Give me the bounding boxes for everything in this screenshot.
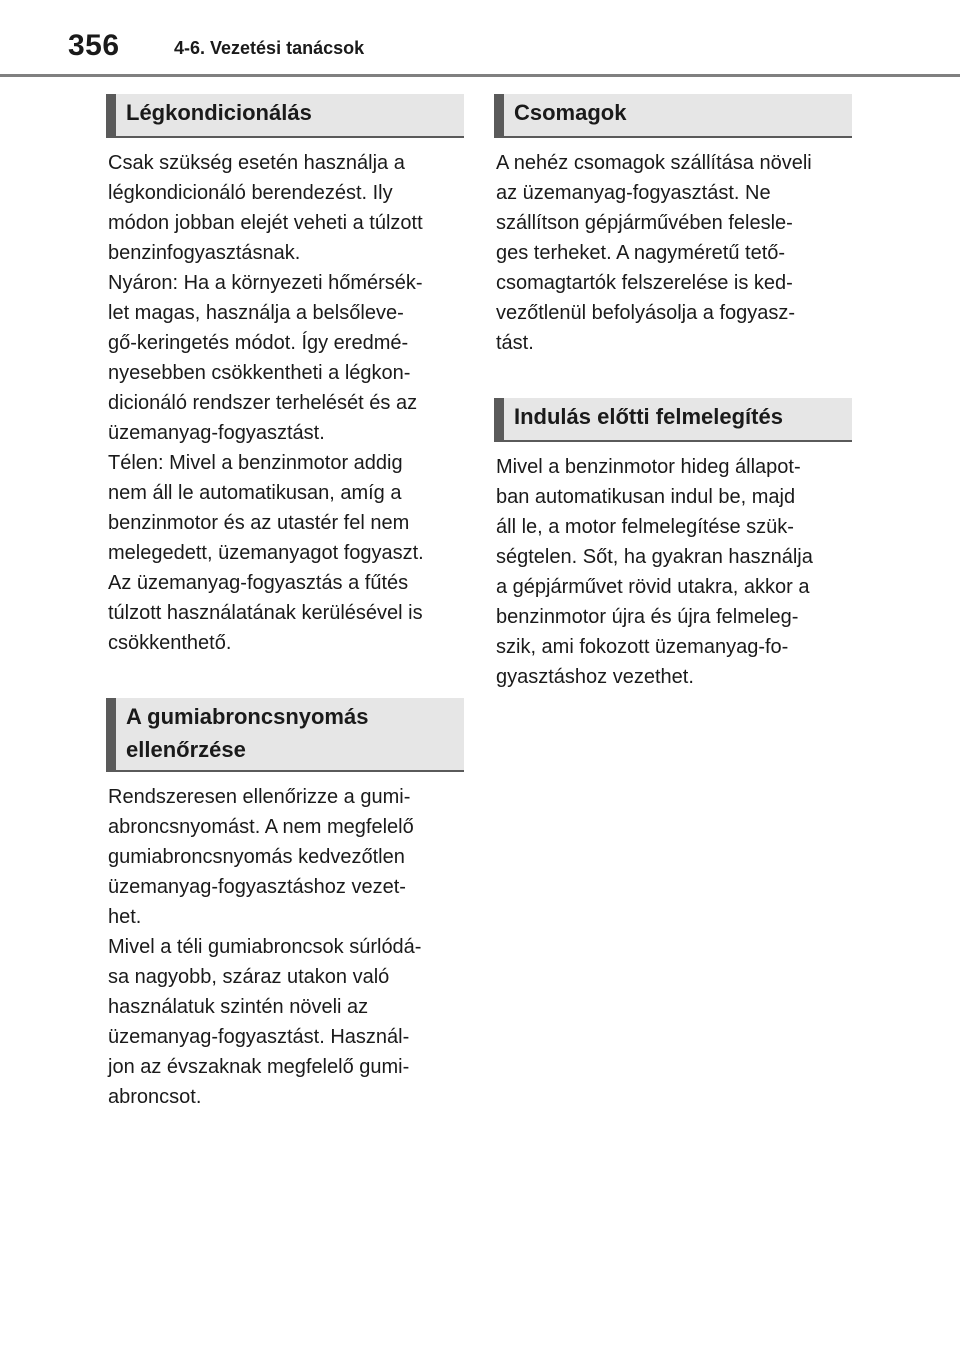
text-line: ségtelen. Sőt, ha gyakran használja bbox=[496, 546, 813, 568]
chapter-section-title: 4-6. Vezetési tanácsok bbox=[174, 38, 365, 58]
text-line: gyasztáshoz vezethet. bbox=[496, 666, 694, 688]
heading-line: A gumiabroncsnyomás bbox=[126, 704, 369, 729]
header-rule bbox=[0, 74, 960, 77]
text-line: benzinmotor és az utastér fel nem bbox=[108, 512, 410, 534]
text-line: gő-keringetés módot. Így eredmé- bbox=[108, 332, 409, 354]
text-line: módon jobban elejét veheti a túlzott bbox=[108, 212, 423, 234]
text-line: abroncsnyomást. A nem megfelelő bbox=[108, 816, 414, 838]
text-line: A nehéz csomagok szállítása növeli bbox=[496, 152, 812, 174]
left-column bbox=[106, 94, 464, 1112]
text-line: jon az évszaknak megfelelő gumi- bbox=[108, 1056, 410, 1078]
text-line: üzemanyag-fogyasztást. Használ- bbox=[108, 1026, 410, 1048]
paragraph-warm-up bbox=[494, 452, 852, 692]
text-line: Nyáron: Ha a környezeti hőmérsék- bbox=[108, 272, 423, 294]
text-line: ban automatikusan indul be, majd bbox=[496, 486, 796, 508]
page-number: 356 bbox=[68, 29, 120, 62]
text-line: nyesebben csökkentheti a légkon- bbox=[108, 362, 411, 384]
text-line: a gépjárművet rövid utakra, akkor a bbox=[496, 576, 810, 598]
heading-luggage: Csomagok bbox=[494, 94, 852, 138]
text-line: het. bbox=[108, 906, 142, 928]
text-line: üzemanyag-fogyasztást. bbox=[108, 422, 325, 444]
text-line: Mivel a téli gumiabroncsok súrlódá- bbox=[108, 936, 422, 958]
text-line: csomagtartók felszerelése is ked- bbox=[496, 272, 793, 294]
text-line: gumiabroncsnyomás kedvezőtlen bbox=[108, 846, 405, 868]
text-line: Mivel a benzinmotor hideg állapot- bbox=[496, 456, 801, 478]
text-line: benzinfogyasztásnak. bbox=[108, 242, 301, 264]
text-line: vezőtlenül befolyásolja a fogyasz- bbox=[496, 302, 796, 324]
text-line: benzinmotor újra és újra felmeleg- bbox=[496, 606, 799, 628]
text-line: tást. bbox=[496, 332, 534, 354]
heading-line: ellenőrzése bbox=[126, 737, 246, 762]
text-line: abroncsot. bbox=[108, 1086, 202, 1108]
text-line: üzemanyag-fogyasztáshoz vezet- bbox=[108, 876, 406, 898]
text-line: csökkenthető. bbox=[108, 632, 232, 654]
text-line: Csak szükség esetén használja a bbox=[108, 152, 405, 174]
text-line: az üzemanyag-fogyasztást. Ne bbox=[496, 182, 771, 204]
paragraph-air-conditioning bbox=[106, 148, 464, 658]
text-line: ges terheket. A nagyméretű tető- bbox=[496, 242, 786, 264]
text-line: Rendszeresen ellenőrizze a gumi- bbox=[108, 786, 411, 808]
paragraph-tire-pressure bbox=[106, 782, 464, 1112]
paragraph-luggage bbox=[494, 148, 852, 358]
right-column bbox=[494, 94, 852, 692]
heading-tire-pressure bbox=[106, 698, 464, 772]
text-line: légkondicionáló berendezést. Ily bbox=[108, 182, 393, 204]
heading-air-conditioning: Légkondicionálás bbox=[106, 94, 464, 138]
text-line: let magas, használja a belsőleve- bbox=[108, 302, 404, 324]
text-line: áll le, a motor felmelegítése szük- bbox=[496, 516, 794, 538]
text-line: melegedett, üzemanyagot fogyaszt. bbox=[108, 542, 424, 564]
text-line: Télen: Mivel a benzinmotor addig bbox=[108, 452, 403, 474]
text-line: szállítson gépjárművében felesle- bbox=[496, 212, 793, 234]
text-line: Az üzemanyag-fogyasztás a fűtés bbox=[108, 572, 409, 594]
page-header bbox=[0, 0, 960, 80]
text-line: nem áll le automatikusan, amíg a bbox=[108, 482, 402, 504]
text-line: dicionáló rendszer terhelését és az bbox=[108, 392, 418, 414]
text-line: használatuk szintén növeli az bbox=[108, 996, 369, 1018]
text-line: szik, ami fokozott üzemanyag-fo- bbox=[496, 636, 789, 658]
text-line: túlzott használatának kerülésével is bbox=[108, 602, 423, 624]
text-line: sa nagyobb, száraz utakon való bbox=[108, 966, 390, 988]
heading-warm-up: Indulás előtti felmelegítés bbox=[494, 398, 852, 442]
